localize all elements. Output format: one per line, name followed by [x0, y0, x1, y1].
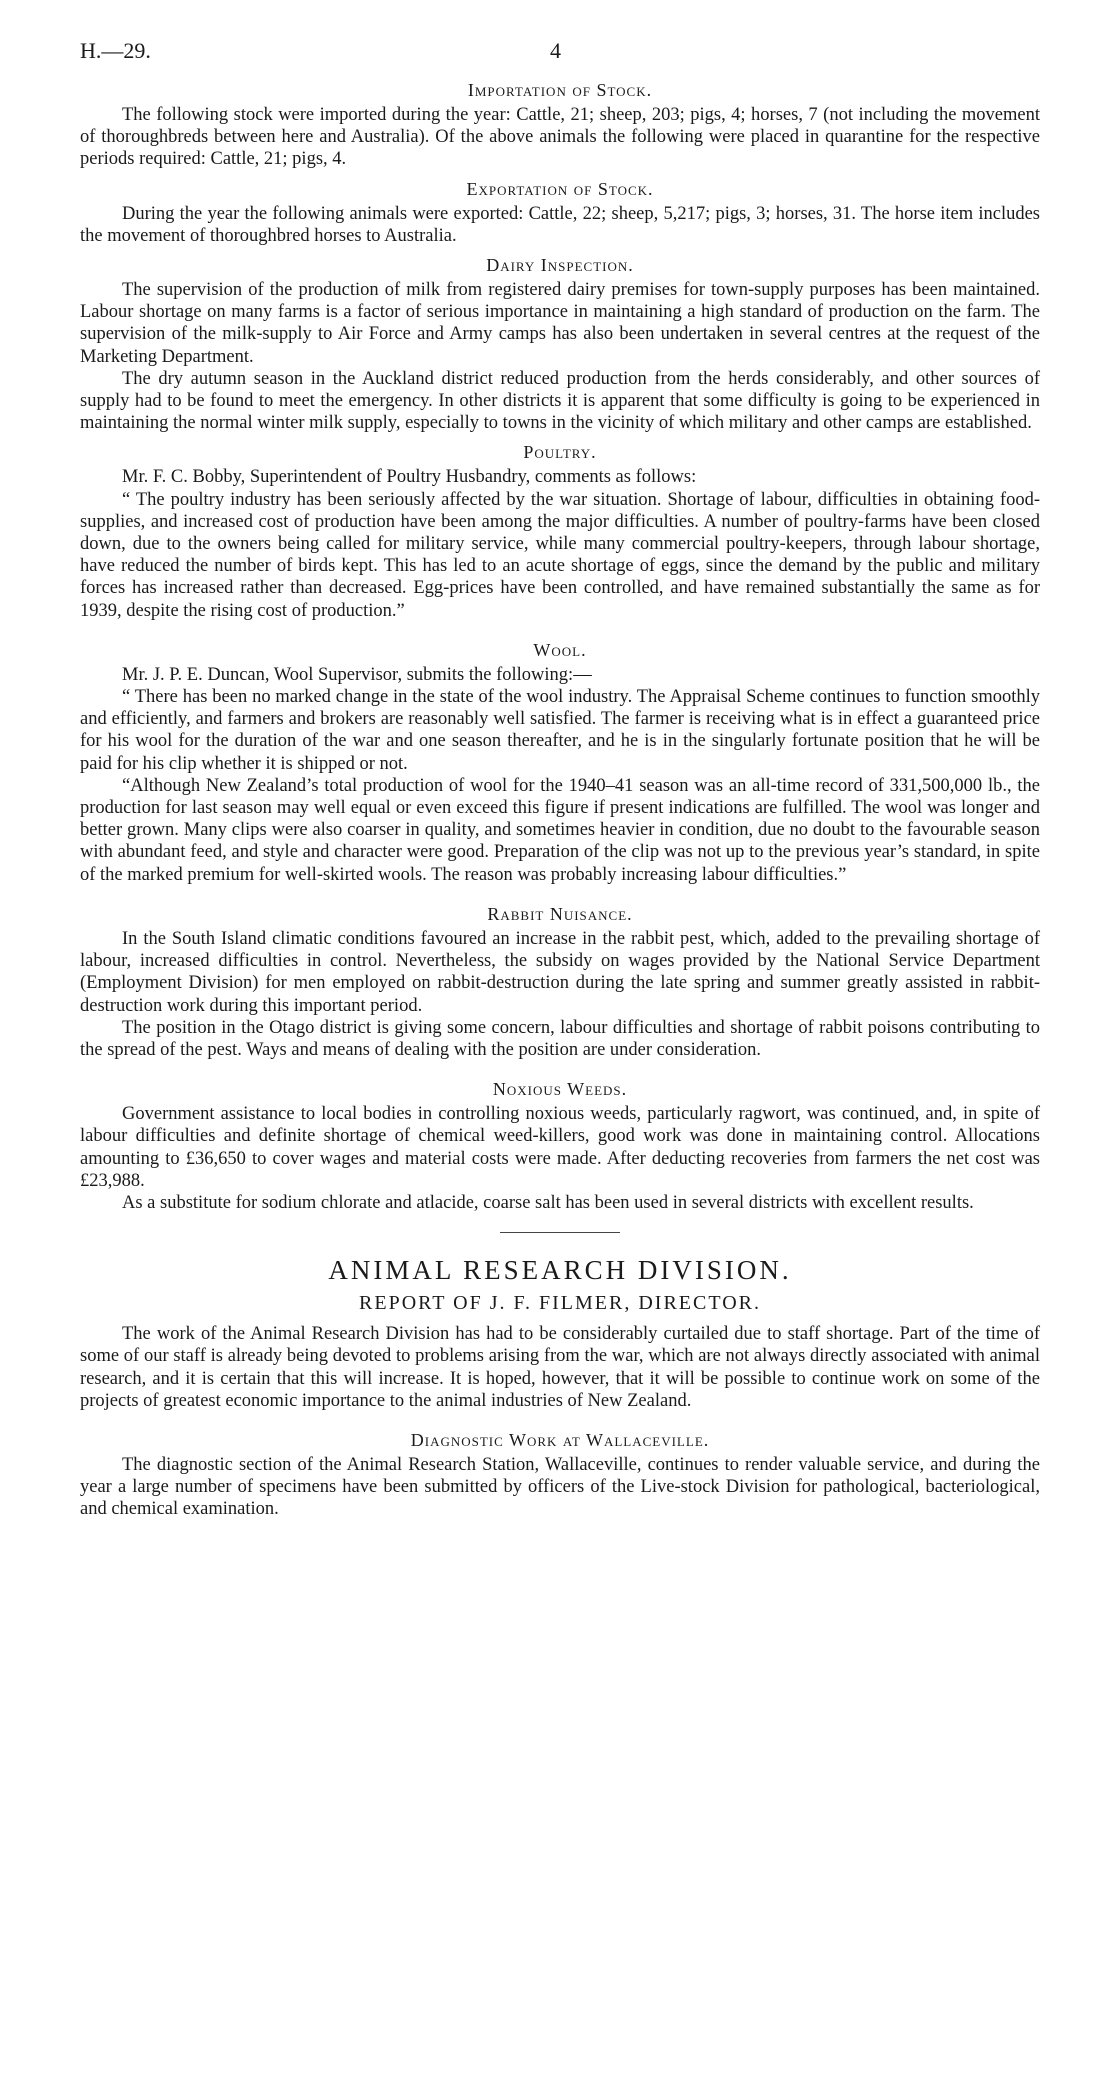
paragraph: In the South Island climatic conditions favoured an increase in the rabbit pest, which, added to the prevailing shortage of labour, increased difficulties in control. Nevertheless, the subsidy on wages provided by the National Service Department (Employment Division) for men employed on rabbit-destruction during the late spring and summer greatly assisted in rabbit-destruction work during this important period. — [80, 928, 1040, 1016]
section-heading: Importation of Stock. — [467, 80, 653, 100]
division-title: ANIMAL RESEARCH DIVISION. — [328, 1255, 792, 1286]
section-heading: Poultry. — [523, 442, 597, 463]
paragraph: The position in the Otago district is giving some concern, labour difficulties and shortage of rabbit poisons contributing to the spread of the pest. Ways and means of dealing with the position are under consideration. — [80, 1017, 1040, 1060]
rabbit-section — [80, 904, 1040, 1061]
section-divider — [500, 1232, 620, 1233]
section-heading: Dairy Inspection. — [486, 255, 634, 276]
poultry-section — [80, 442, 1040, 621]
report-subtitle: REPORT OF J. F. FILMER, DIRECTOR. — [359, 1292, 761, 1315]
section-heading: Diagnostic Work at Wallaceville. — [410, 1429, 710, 1450]
paragraph: As a substitute for sodium chlorate and atlacide, coarse salt has been used in several districts with excellent results. — [122, 1192, 974, 1213]
animal-research-division — [80, 1255, 1040, 1520]
paragraph: Mr. F. C. Bobby, Superintendent of Poultry Husbandry, comments as follows: — [122, 467, 697, 488]
page-number: 4 — [550, 38, 561, 63]
document-page — [80, 38, 1040, 1521]
section-heading: Noxious Weeds. — [492, 1079, 628, 1100]
paragraph: The work of the Animal Research Division has had to be considerably curtailed due to staff shortage. Part of the time of some of our staff is already being devoted to problems arising from the war, which are not always directly associated with animal research, and it is certain that this will increase. It is hoped, however, that it will be possible to continue work on some of the projects of greatest economic importance to the animal industries of New Zealand. — [80, 1324, 1040, 1411]
quoted-paragraph: “ There has been no marked change in the state of the wool industry. The Appraisal Scheme continues to function smoothly and efficiently, and farmers and brokers are reasonably well satisfied. The farmer is receiving what is in effect a guaranteed price for his wool for the duration of the war and one season thereafter, and he is in the singularly fortunate position that he will be paid for his clip whether it is shipped or not. — [80, 687, 1040, 774]
paragraph: Mr. J. P. E. Duncan, Wool Supervisor, submits the following:— — [122, 664, 592, 685]
paragraph: The dry autumn season in the Auckland district reduced production from the herds considerably, and other sources of supply had to be found to meet the emergency. In other districts it is apparent that some difficulty is going to be experienced in maintaining the normal winter milk supply, especially to towns in the vicinity of which military and other camps are established. — [80, 368, 1040, 434]
paragraph: The supervision of the production of milk from registered dairy premises for town-supply purposes has been maintained. Labour shortage on many farms is a factor of serious importance in maintaining a high standard of production on the farm. The supervision of the milk-supply to Air Force and Army camps has also been undertaken in several centres at the request of the Marketing Department. — [80, 280, 1040, 367]
running-header — [80, 38, 1040, 70]
paragraph: During the year the following animals were exported: Cattle, 22; sheep, 5,217; pigs, 3; horses, 31. The horse item includes the movement of thoroughbred horses to Australia. — [80, 203, 1040, 246]
section-heading: Exportation of Stock. — [466, 178, 654, 199]
dairy-section — [80, 255, 1040, 434]
paragraph: The diagnostic section of the Animal Research Station, Wallaceville, continues to render valuable service, and during the year a large number of specimens have been submitted by officers of the Live-stock Division for pathological, bacteriological, and chemical examination. — [80, 1454, 1040, 1520]
paragraph: Government assistance to local bodies in controlling noxious weeds, particularly ragwort, was continued, and, in spite of labour difficulties and definite shortage of chemical weed-killers, good work was done in maintaining control. Allocations amounting to £36,650 to cover wages and material costs were made. After deducting recoveries from farmers the net cost was £23,988. — [80, 1104, 1040, 1191]
quoted-paragraph: “ The poultry industry has been seriously affected by the war situation. Shortage of labour, difficulties in obtaining food-supplies, and increased cost of production have been among the major difficulties. A number of poultry-farms have been closed down, due to the owners being called for military service, while many commercial poultry-keepers, through labour shortage, have reduced the number of birds kept. This has led to an acute shortage of eggs, since the demand by the public and military forces has increased rather than decreased. Egg-prices have been controlled, and have remained substantially the same as for 1939, despite the rising cost of production.” — [80, 489, 1040, 621]
section-heading: Wool. — [533, 639, 587, 660]
exportation-section — [80, 179, 1040, 247]
wool-section — [80, 640, 1040, 886]
document-reference: H.—29. — [80, 38, 151, 63]
paragraph: The following stock were imported during the year: Cattle, 21; sheep, 203; pigs, 4; horses, 7 (not including the movement of thoroughbreds between here and Australia). Of the above animals the following were placed in quarantine for the respective periods required: Cattle, 21; pigs, 4. — [80, 105, 1040, 170]
importation-section — [80, 80, 1040, 171]
weeds-section — [80, 1079, 1040, 1214]
quoted-paragraph: “Although New Zealand’s total production of wool for the 1940–41 season was an all-time record of 331,500,000 lb., the production for last season may well equal or even exceed this figure if present indications are fulfilled. The wool was longer and better grown. Many clips were also coarser in quality, and sometimes heavier in condition, due no doubt to the favourable season with abundant feed, and style and character were good. Preparation of the clip was not up to the previous year’s standard, in spite of the marked premium for well-skirted wools. The reason was probably increasing labour difficulties.” — [80, 775, 1040, 885]
section-heading: Rabbit Nuisance. — [487, 903, 633, 924]
